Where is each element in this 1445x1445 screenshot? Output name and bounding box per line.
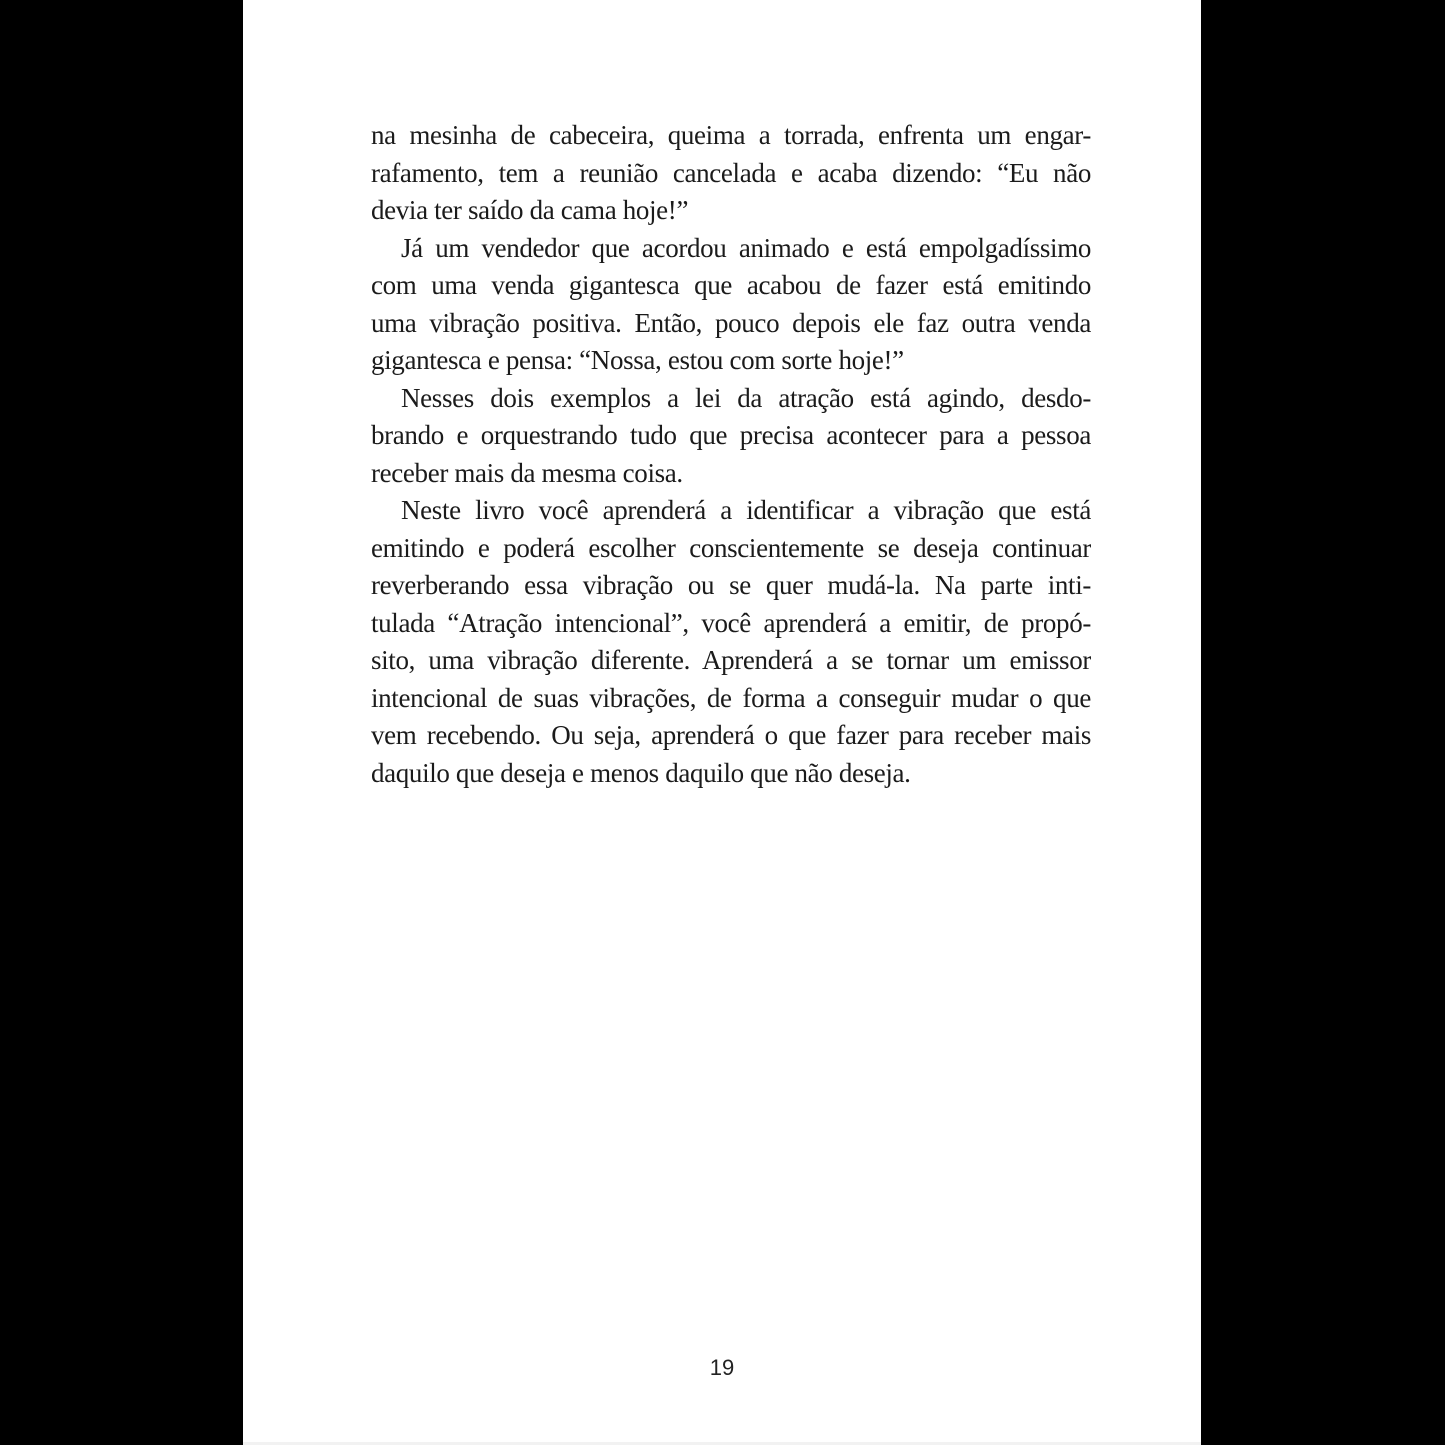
- text-line: uma vibração positiva. Então, pouco depois ele faz outra venda: [371, 307, 1091, 338]
- text-line: receber mais da mesma coisa.: [371, 457, 683, 488]
- paragraph: [371, 230, 1091, 380]
- text-line: vem recebendo. Ou seja, aprenderá o que fazer para receber mais: [371, 720, 1091, 750]
- text-line: Já um vendedor que acordou animado e está empolgadíssimo: [401, 232, 1091, 263]
- text-line: reverberando essa vibração ou se quer mudá-la. Na parte inti-: [371, 570, 1091, 600]
- text-line: na mesinha de cabeceira, queima a torrada, enfrenta um engar-: [371, 120, 1091, 150]
- text-line: daquilo que deseja e menos daquilo que não deseja.: [371, 757, 911, 788]
- text-line: emitindo e poderá escolher conscientemente se deseja continuar: [371, 532, 1091, 563]
- text-line: tulada “Atração intencional”, você aprenderá a emitir, de propó-: [371, 607, 1091, 638]
- body-text: [371, 117, 1091, 792]
- text-line: gigantesca e pensa: “Nossa, estou com sorte hoje!”: [371, 345, 904, 375]
- text-line: brando e orquestrando tudo que precisa acontecer para a pessoa: [371, 420, 1091, 450]
- text-line: Nesses dois exemplos a lei da atração está agindo, desdo-: [401, 382, 1091, 413]
- paragraph: [371, 117, 1091, 230]
- book-page: [243, 0, 1201, 1445]
- left-black-border: [0, 0, 243, 1445]
- right-black-border: [1201, 0, 1445, 1445]
- paragraph: [371, 492, 1091, 792]
- text-line: intencional de suas vibrações, de forma a conseguir mudar o que: [371, 682, 1091, 713]
- text-line: sito, uma vibração diferente. Aprenderá a se tornar um emissor: [371, 645, 1091, 675]
- text-line: Neste livro você aprenderá a identificar a vibração que está: [401, 495, 1091, 525]
- text-line: devia ter saído da cama hoje!”: [371, 195, 689, 225]
- text-line: rafamento, tem a reunião cancelada e acaba dizendo: “Eu não: [371, 157, 1091, 188]
- paragraph: [371, 380, 1091, 493]
- text-line: com uma venda gigantesca que acabou de fazer está emitindo: [371, 270, 1091, 300]
- page-number: 19: [709, 1355, 735, 1380]
